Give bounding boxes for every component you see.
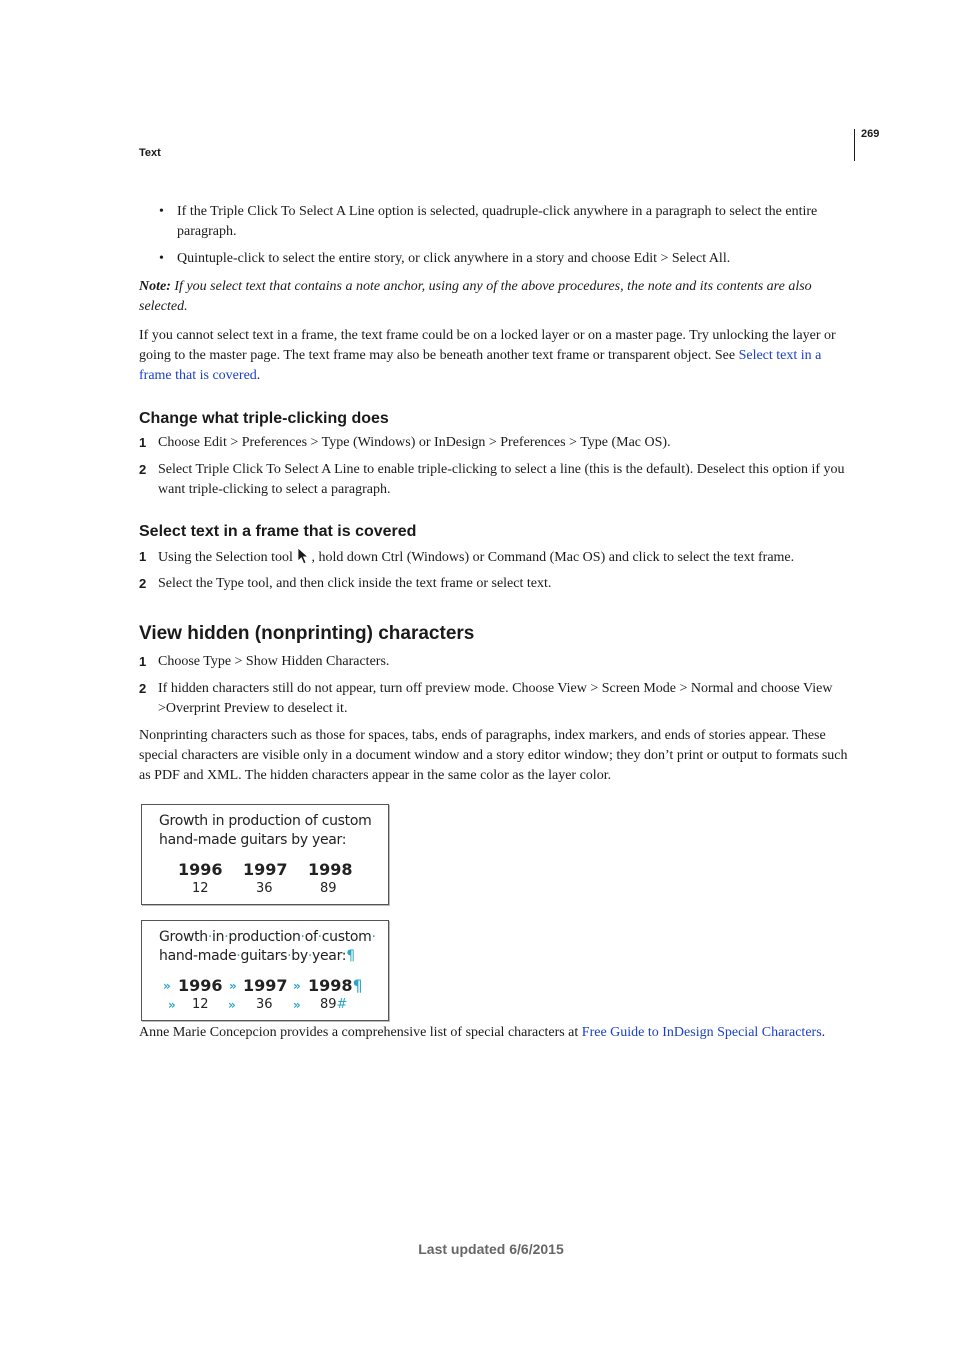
- figure-hidden-characters: [141, 920, 389, 1021]
- heading-triple-click: Change what triple-clicking does: [139, 410, 389, 427]
- pilcrow-icon: ¶: [346, 948, 355, 964]
- step-number: 1: [139, 549, 147, 564]
- step-text-before: Using the Selection tool: [158, 550, 297, 565]
- footer-last-updated: Last updated 6/6/2015: [418, 1241, 564, 1257]
- closing-paragraph: [139, 1023, 829, 1043]
- figure-year: 1996: [178, 976, 223, 995]
- figure-value: 89: [320, 881, 337, 896]
- selection-arrow-icon: [297, 547, 310, 572]
- step-text: Choose Edit > Preferences > Type (Windows) or InDesign > Preferences > Type (Mac OS).: [158, 435, 671, 450]
- pilcrow-icon: ¶: [352, 976, 363, 995]
- link-free-guide[interactable]: Free Guide to InDesign Special Characters: [581, 1025, 822, 1040]
- bullet-marker: •: [159, 251, 164, 266]
- figure-value: 12: [192, 881, 209, 896]
- link-select-covered[interactable]: Select text in a frame that is covered: [139, 348, 822, 383]
- note-paragraph: [139, 277, 851, 317]
- figure-value: 36: [256, 997, 273, 1012]
- note-text: If you select text that contains a note anchor, using any of the above procedures, the note and its contents are also selected.: [139, 279, 812, 314]
- step-text: Select the Type tool, and then click inside the text frame or select text.: [158, 576, 552, 591]
- end-of-story-icon: #: [336, 997, 348, 1012]
- locked-layer-text: If you cannot select text in a frame, the text frame could be on a locked layer or on a master page. Try unlocking the layer or going to the master page. The text frame may also be beneath another text frame or transparent object. See: [139, 328, 836, 363]
- locked-layer-end: .: [256, 368, 261, 383]
- closing-text: Anne Marie Concepcion provides a comprehensive list of special characters at: [139, 1025, 582, 1040]
- step-number: 2: [139, 576, 147, 591]
- figure-value: 12: [192, 997, 209, 1012]
- header-divider: [854, 129, 855, 161]
- tab-marker-icon: »: [293, 998, 301, 1012]
- figure-value: 89#: [320, 997, 348, 1012]
- closing-end: .: [821, 1025, 826, 1040]
- step-number: 1: [139, 654, 147, 669]
- bullet-item-quintuple: Quintuple-click to select the entire story, or click anywhere in a story and choose Edit > Select All.: [177, 251, 731, 266]
- figure-line: Growth·in·production·of·custom·: [159, 929, 376, 945]
- heading-select-covered: Select text in a frame that is covered: [139, 523, 417, 540]
- tab-marker-icon: »: [228, 998, 236, 1012]
- tab-marker-icon: »: [163, 979, 171, 993]
- step-text: Select Triple Click To Select A Line to enable triple-clicking to select a line (this is the default). Deselect this option if you want triple-clicking to select a paragraph.: [158, 462, 845, 497]
- tab-marker-icon: »: [293, 979, 301, 993]
- figure-year: 1998¶: [308, 976, 363, 995]
- figure-line: Growth in production of custom: [159, 813, 372, 829]
- nonprinting-paragraph: Nonprinting characters such as those for spaces, tabs, ends of paragraphs, index markers, and ends of stories appear. These special characters are visible only in a document window and a story editor window; they don’t print or output to formats such as PDF and XML. The hidden characters appear in the same color as the layer color.: [139, 728, 848, 783]
- step-text: [158, 547, 853, 572]
- figure-year: 1998: [308, 860, 353, 879]
- step-number: 1: [139, 435, 147, 450]
- heading-hidden-characters: View hidden (nonprinting) characters: [139, 623, 475, 644]
- figure-year: 1997: [243, 860, 288, 879]
- step-number: 2: [139, 462, 147, 477]
- tab-marker-icon: »: [229, 979, 237, 993]
- bullet-marker: •: [159, 204, 164, 219]
- locked-layer-paragraph: [139, 326, 851, 386]
- step-text: If hidden characters still do not appear, turn off preview mode. Choose View > Screen Mode > Normal and choose View >Overprint Preview to deselect it.: [158, 681, 833, 716]
- step-text: Choose Type > Show Hidden Characters.: [158, 654, 390, 669]
- section-title: Text: [139, 147, 161, 159]
- bullet-item-quadruple: If the Triple Click To Select A Line option is selected, quadruple-click anywhere in a paragraph to select the entire paragraph.: [177, 204, 818, 239]
- figure-plain-text: [141, 804, 389, 905]
- figure-year: 1996: [178, 860, 223, 879]
- figure-line: hand-made·guitars·by·year:¶: [159, 948, 355, 964]
- step-text-after: , hold down Ctrl (Windows) or Command (Mac OS) and click to select the text frame.: [311, 550, 795, 565]
- step-number: 2: [139, 681, 147, 696]
- tab-marker-icon: »: [168, 998, 176, 1012]
- figure-year: 1997: [243, 976, 288, 995]
- page-number: 269: [861, 128, 880, 140]
- note-label: Note:: [139, 279, 171, 294]
- figure-line: hand-made guitars by year:: [159, 832, 347, 848]
- figure-value: 36: [256, 881, 273, 896]
